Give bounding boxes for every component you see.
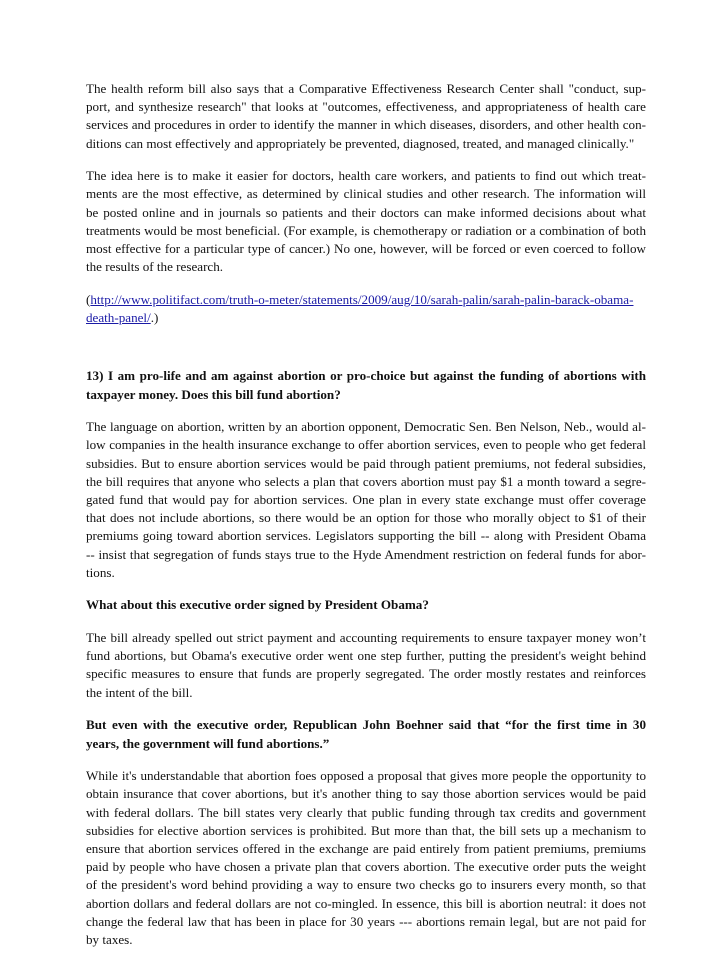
- text-line: change the federal law that has been in place for 30 years --- abortions remain legal, but are not paid for: [86, 913, 646, 929]
- text-line: with federal dollars. The bill states very clearly that public funding through tax credits and government: [86, 804, 646, 820]
- text-line: ments are the most effective, as determined by clinical studies and other research. The information will: [86, 186, 646, 202]
- text-line: the intent of the bill.: [86, 684, 193, 700]
- text-line: the bill requires that anyone who selects a plan that covers abortion must pay $1 a month toward a segre-: [86, 473, 646, 489]
- executive-order-heading: [86, 596, 646, 614]
- paragraph-abortion-neutral: [86, 767, 646, 949]
- text-line: of the president's word behind providing a way to ensure two checks go to insurers every month, so that: [86, 877, 646, 893]
- text-line: The language on abortion, written by an abortion opponent, Democratic Sen. Ben Nelson, Neb., would al-: [86, 419, 646, 435]
- paragraph-abortion-language: [86, 418, 646, 582]
- text-line: The idea here is to make it easier for doctors, health care workers, and patients to find out which treat-: [86, 168, 646, 184]
- text-line: ditions can most effectively and appropriately be prevented, diagnosed, treated, and managed clinically.": [86, 135, 635, 151]
- text-line: be posted online and in journals so patients and their doctors can make informed decisions about what: [86, 204, 646, 220]
- text-line: The health reform bill also says that a Comparative Effectiveness Research Center shall "conduct, sup-: [86, 81, 646, 96]
- link-line: [86, 309, 646, 327]
- document-page: [86, 80, 646, 964]
- text-line: -- insist that segregation of funds stays true to the Hyde Amendment restriction on federal funds for abor-: [86, 546, 646, 562]
- open-paren: (: [86, 291, 91, 307]
- heading-line: 13) I am pro-life and am against abortion or pro-choice but against the funding of abortions with: [86, 368, 646, 384]
- text-line: ensure that abortion services offered in the exchange are paid entirely from patient premiums, premiums: [86, 841, 646, 857]
- text-line: specific measures to ensure that funds are properly segregated. The order mostly restates and reinforces: [86, 666, 646, 682]
- text-line: low companies in the health insurance exchange to offer abortion services, even to people who get federal: [86, 437, 646, 453]
- close-paren: .): [150, 310, 159, 326]
- heading-line: taxpayer money. Does this bill fund abortion?: [86, 386, 341, 402]
- text-line: The bill already spelled out strict payment and accounting requirements to ensure taxpayer money won’t: [86, 630, 646, 646]
- text-line: treatments would be most beneficial. (For example, is chemotherapy or radiation or a combination of both: [86, 222, 646, 238]
- heading-line: But even with the executive order, Republican John Boehner said that “for the first time in 30: [86, 717, 646, 733]
- text-line: While it's understandable that abortion foes opposed a proposal that gives more people the opportunity to: [86, 768, 646, 784]
- link-line: [86, 291, 646, 309]
- text-line: premiums going toward abortion services. Legislators supporting the bill -- along with President Obama: [86, 528, 646, 544]
- text-line: port, and synthesize research" that looks at "outcomes, effectiveness, and appropriateness of health care: [86, 99, 646, 115]
- paragraph-executive-order: [86, 629, 646, 702]
- paragraph-idea: [86, 167, 646, 276]
- paragraph-source-link: [86, 291, 646, 327]
- text-line: subsidies. But to ensure abortion services would be paid through patient premiums, not federal subsidies,: [86, 455, 646, 471]
- text-line: services and procedures in order to identify the manner in which diseases, disorders, and other health con-: [86, 117, 646, 133]
- politifact-link[interactable]: http://www.politifact.com/truth-o-meter/statements/2009/aug/10/sarah-palin/sarah-palin-barack-obama-: [90, 291, 634, 307]
- heading-line: What about this executive order signed by President Obama?: [86, 597, 429, 613]
- text-line: that does not include abortions, so there would be an option for those who morally object to $1 of their: [86, 510, 646, 526]
- boehner-heading: [86, 716, 646, 752]
- text-line: paid by people who have chosen a private plan that covers abortion. The executive order puts the weight: [86, 859, 646, 875]
- text-line: the results of the research.: [86, 259, 224, 275]
- text-line: fund abortions, but Obama's executive order went one step further, putting the president's weight behind: [86, 648, 646, 664]
- text-line: by taxes.: [86, 931, 133, 947]
- text-line: subsidies for elective abortion services is prohibited. But more than that, the bill sets up a mechanism to: [86, 822, 646, 838]
- text-line: tions.: [86, 564, 115, 580]
- text-line: obtain insurance that cover abortions, but it's another thing to say those abortion services would be paid: [86, 786, 646, 802]
- paragraph-comparative-effectiveness: [86, 80, 646, 153]
- question-13-heading: [86, 367, 646, 403]
- heading-line: years, the government will fund abortions.”: [86, 735, 330, 751]
- text-line: abortion dollars and federal dollars are not co-mingled. In essence, this bill is abortion neutral: it does not: [86, 895, 646, 911]
- text-line: most effective for a particular type of cancer.) No one, however, will be forced or even coerced to follow: [86, 241, 646, 257]
- politifact-link-continued[interactable]: death-panel/: [86, 310, 151, 326]
- text-line: gated fund that would pay for abortion services. One plan in every state exchange must offer coverage: [86, 491, 646, 507]
